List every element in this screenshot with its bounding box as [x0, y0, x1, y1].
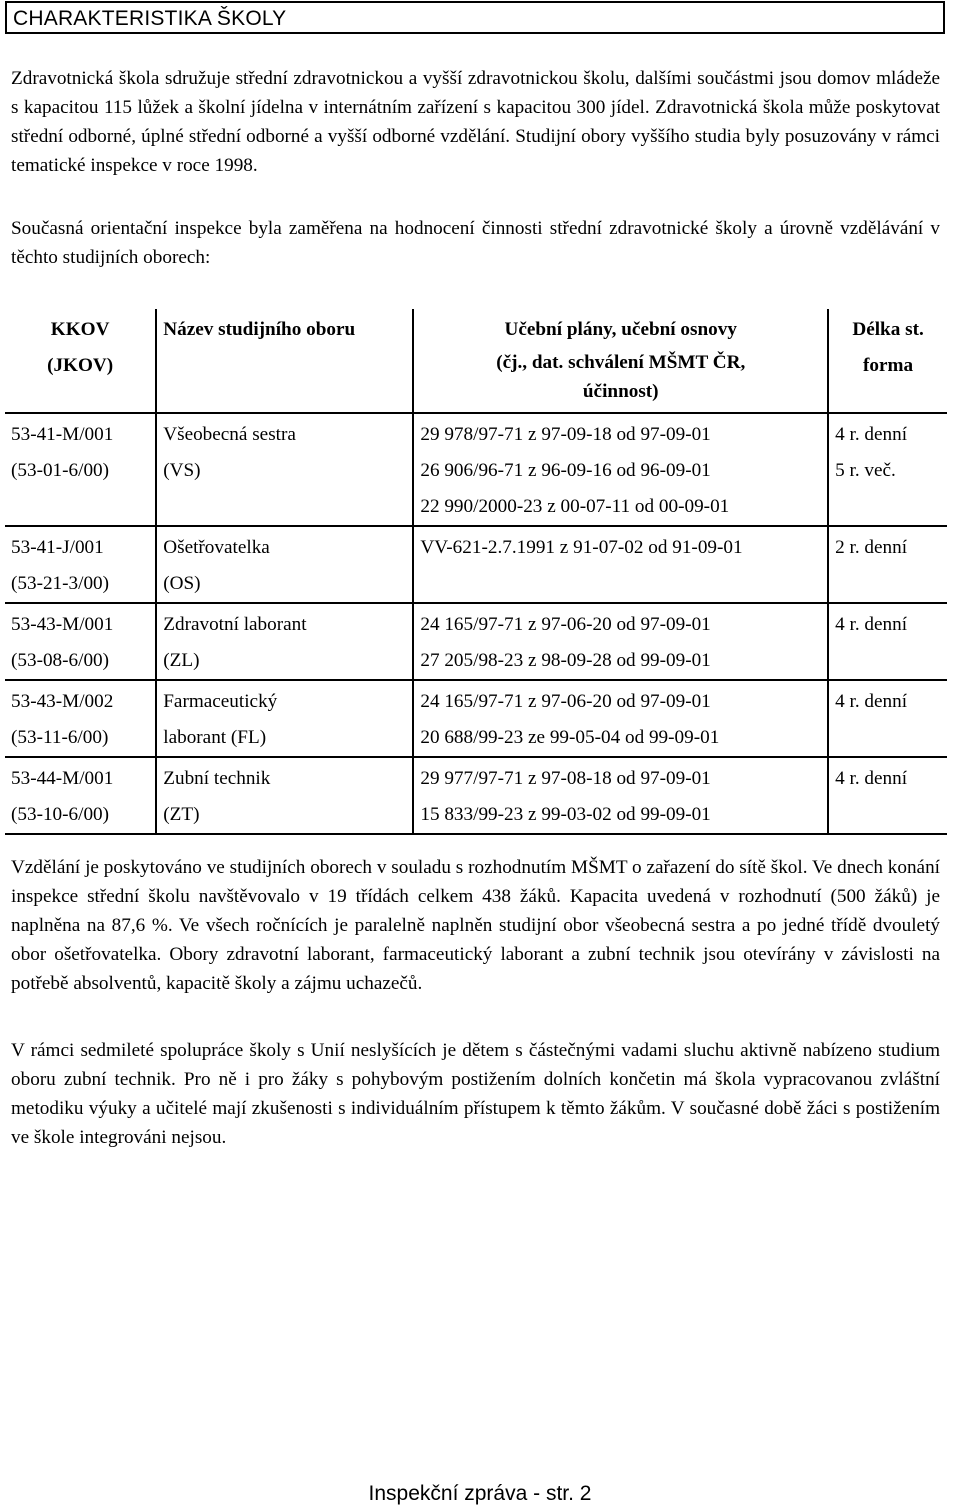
table-row	[5, 526, 947, 603]
table-row	[5, 413, 947, 526]
section-heading: CHARAKTERISTIKA ŠKOLY	[5, 1, 945, 34]
length-cell: 4 r. denní	[828, 757, 947, 834]
header-kkov: KKOV (JKOV)	[5, 309, 156, 413]
length-cell: 4 r. denní 5 r. več.	[828, 413, 947, 526]
length-cell: 2 r. denní	[828, 526, 947, 603]
table-row	[5, 603, 947, 680]
kkov-cell: 53-41-M/001 (53-01-6/00)	[11, 424, 114, 481]
program-name-cell: Všeobecná sestra (VS)	[156, 413, 413, 526]
header-program-name: Název studijního oboru	[156, 309, 413, 413]
length-cell: 4 r. denní	[828, 603, 947, 680]
table-row	[5, 680, 947, 757]
cooperation-paragraph: V rámci sedmileté spolupráce školy s Unií neslyšících je dětem s částečnými vadami sluchu aktivně nabízeno studium oboru zubní technik. Pro ně i pro žáky s pohybovým postižením dolních končetin má škola vypracovanou zvláštní metodiku výuky a učitelé mají zkušenosti s individuálním přístupem k těmto žákům. V současné době žáci s postižením ve škole integrováni nejsou.	[11, 1040, 940, 1148]
curricula-cell: 29 978/97-71 z 97-09-18 od 97-09-01 26 906/96-71 z 96-09-16 od 96-09-01 22 990/2000-23 z 00-07-11 od 00-09-01	[413, 413, 828, 526]
curricula-cell: 29 977/97-71 z 97-08-18 od 97-09-01 15 833/99-23 z 99-03-02 od 99-09-01	[413, 757, 828, 834]
program-name-cell: Ošetřovatelka (OS)	[156, 526, 413, 603]
kkov-cell: 53-43-M/001 (53-08-6/00)	[5, 603, 156, 680]
kkov-cell: 53-44-M/001 (53-10-6/00)	[5, 757, 156, 834]
length-cell: 4 r. denní	[828, 680, 947, 757]
header-curricula: Učební plány, učební osnovy (čj., dat. schválení MŠMT ČR, účinnost)	[413, 309, 828, 413]
program-name-cell: Farmaceutický laborant (FL)	[156, 680, 413, 757]
table-header-row	[5, 309, 947, 413]
curricula-cell: 24 165/97-71 z 97-06-20 od 97-09-01 27 205/98-23 z 98-09-28 od 99-09-01	[413, 603, 828, 680]
curricula-cell: 24 165/97-71 z 97-06-20 od 97-09-01 20 688/99-23 ze 99-05-04 od 99-09-01	[413, 680, 828, 757]
page-footer: Inspekční zpráva - str. 2	[368, 1482, 592, 1505]
kkov-cell: 53-41-J/001 (53-21-3/00)	[5, 526, 156, 603]
curricula-cell: VV-621-2.7.1991 z 91-07-02 od 91-09-01	[413, 526, 828, 603]
table-row	[5, 757, 947, 834]
header-length: Délka st. forma	[828, 309, 947, 413]
enrollment-paragraph: Vzdělání je poskytováno ve studijních oborech v souladu s rozhodnutím MŠMT o zařazení do sítě škol. Ve dnech konání inspekce střední školu navštěvovalo v 19 třídách celkem 438 žáků. Kapacita uvedená v rozhodnutí (500 žáků) je naplněna na 87,6 %. Ve všech ročnících je paralelně naplněn studijní obor všeobecná sestra a po jedné třídě dvouletý obor ošetřovatelka. Obory zdravotní laborant, farmaceutický laborant a zubní technik jsou otevírány v závislosti na potřebě absolventů, kapacitě školy a zájmu uchazečů.	[11, 857, 940, 994]
intro-paragraph: Zdravotnická škola sdružuje střední zdravotnickou a vyšší zdravotnickou školu, dalšími součástmi jsou domov mládeže s kapacitou 115 lůžek a školní jídelna v internátním zařízení s kapacitou 300 jídel. Zdravotnická škola může poskytovat střední odborné, úplné střední odborné a vyšší odborné vzdělání. Studijní obory vyššího studia byly posuzovány v rámci tematické inspekce v roce 1998.	[11, 68, 940, 176]
inspection-focus-paragraph: Současná orientační inspekce byla zaměřena na hodnocení činnosti střední zdravotnické školy a úrovně vzdělávání v těchto studijních oborech:	[11, 218, 940, 268]
program-name-cell: Zubní technik (ZT)	[156, 757, 413, 834]
kkov-cell: 53-43-M/002 (53-11-6/00)	[5, 680, 156, 757]
study-programs-table	[5, 309, 947, 835]
program-name-cell: Zdravotní laborant (ZL)	[156, 603, 413, 680]
